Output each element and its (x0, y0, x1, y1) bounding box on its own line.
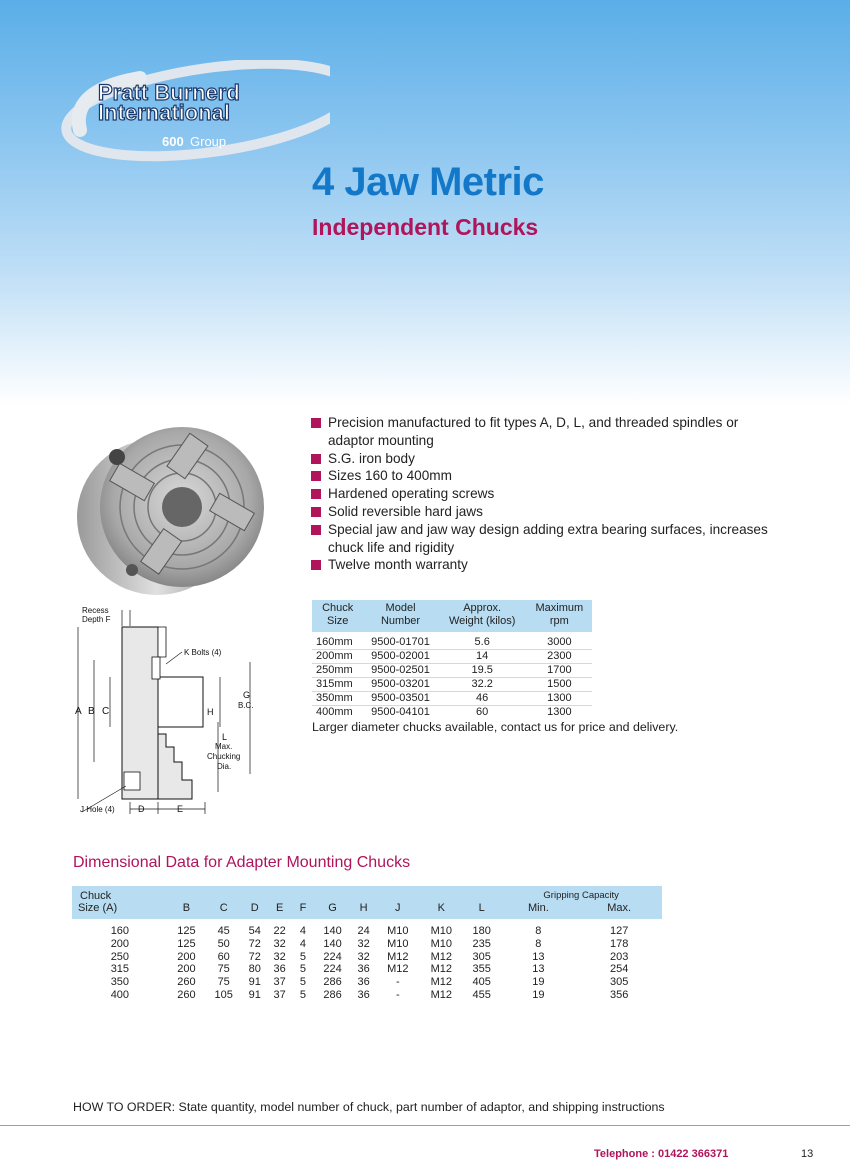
cell: 235 (472, 937, 491, 950)
cell: 60 (217, 950, 230, 963)
cell: 455 (472, 988, 491, 1001)
cell: 36 (273, 963, 286, 976)
cell: 250 (110, 950, 130, 963)
telephone: Telephone : 01422 366371 (594, 1148, 729, 1160)
feature-item: Precision manufactured to fit types A, D, L, and threaded spindles or adaptor mounting (311, 414, 781, 450)
page-title: 4 Jaw Metric (312, 160, 544, 204)
cell: M12 (430, 950, 452, 963)
logo-line1: Pratt Burnerd (98, 80, 240, 105)
cell: 315 (110, 963, 130, 976)
cell: 8 (535, 937, 542, 950)
cell: 4 (299, 937, 307, 950)
header-chuck: Chuck (72, 886, 168, 902)
cell: - (395, 976, 400, 989)
table-row (312, 678, 592, 692)
cell: 22 (273, 925, 286, 937)
header-col: F (292, 902, 314, 919)
table-row (72, 938, 662, 951)
header-gripping-capacity: Gripping Capacity (500, 886, 662, 902)
cell: 45 (217, 925, 230, 937)
cell: 19.5 (438, 664, 527, 678)
diagram-recess-label: Recess (82, 606, 109, 615)
header-weight: Approx. Weight (kilos) (438, 600, 527, 632)
diagram-jhole-label: J Hole (4) (80, 805, 115, 814)
cell: - (395, 988, 400, 1001)
cell: 355 (472, 963, 491, 976)
dimensional-header-row-2 (72, 902, 662, 919)
cell: M10 (387, 937, 409, 950)
cell: 72 (248, 937, 261, 950)
footer-divider (0, 1125, 850, 1126)
cell: 2300 (527, 650, 592, 664)
table-row (72, 989, 662, 1002)
page-number: 13 (801, 1148, 814, 1160)
cell: 180 (472, 925, 491, 937)
feature-item: Special jaw and jaw way design adding extra bearing surfaces, increases chuck life and rigidity (311, 521, 781, 557)
cell: 160mm (316, 636, 353, 648)
cell: 5 (299, 950, 307, 963)
cell: 140 (323, 937, 342, 950)
table-row (72, 951, 662, 964)
feature-item: Hardened operating screws (311, 485, 781, 503)
model-table (312, 600, 592, 719)
header-col: J (376, 902, 419, 919)
cell: 3000 (547, 636, 572, 648)
logo-line2: International (98, 100, 231, 125)
diagram-c-label: C (102, 706, 110, 717)
table-row (312, 632, 592, 650)
feature-list (311, 414, 781, 574)
feature-item: Twelve month warranty (311, 556, 781, 574)
cell: 356 (610, 988, 629, 1001)
header-col: B (168, 902, 205, 919)
feature-item: Sizes 160 to 400mm (311, 467, 781, 485)
cell: 250mm (312, 664, 363, 678)
logo-group-number: 600 (162, 134, 184, 149)
diagram-dia-label: Dia. (217, 762, 232, 771)
cell: M12 (430, 976, 452, 989)
cell: 9500-03501 (363, 692, 437, 706)
header-max-rpm: Maximum rpm (527, 600, 592, 632)
cell: 24 (357, 925, 370, 937)
cell: 260 (177, 988, 196, 1001)
pratt-burnerd-logo (60, 60, 330, 175)
cell: 105 (214, 988, 233, 1001)
availability-note: Larger diameter chucks available, contact us for price and delivery. (312, 720, 679, 734)
diagram-bc-label: B.C. (238, 701, 254, 710)
cell: 9500-02501 (363, 664, 437, 678)
cell: 80 (248, 963, 261, 976)
cell: 32 (357, 950, 370, 963)
cell: 260 (177, 976, 196, 989)
header-col: C (205, 902, 242, 919)
header-col: H (351, 902, 376, 919)
cell: M12 (387, 950, 409, 963)
cell: 200 (110, 937, 130, 950)
cell: 350mm (312, 692, 363, 706)
cell: 54 (248, 925, 261, 937)
cell: 125 (177, 925, 196, 937)
cell: 32.2 (438, 678, 527, 692)
cell: 405 (472, 976, 491, 989)
cell: 1500 (527, 678, 592, 692)
header-col: G (314, 902, 351, 919)
cell: M12 (430, 988, 452, 1001)
cell: 305 (610, 976, 629, 989)
diagram-kbolts-label: K Bolts (4) (184, 648, 222, 657)
cell: 315mm (312, 678, 363, 692)
chuck-dimension-diagram (70, 602, 270, 820)
cell: 13 (532, 950, 545, 963)
cell: 91 (248, 976, 261, 989)
diagram-a-label: A (75, 706, 82, 717)
cell: 178 (610, 937, 629, 950)
cell: 286 (323, 988, 342, 1001)
cell: 46 (438, 692, 527, 706)
cell: M10 (430, 925, 452, 937)
header-col: Min. (500, 902, 576, 919)
cell: 75 (217, 976, 230, 989)
header-col: L (463, 902, 500, 919)
dimensional-header-row-1 (72, 886, 662, 902)
cell: 13 (532, 963, 545, 976)
cell: 125 (177, 937, 196, 950)
cell: 1300 (527, 692, 592, 706)
table-row (312, 692, 592, 706)
cell: 286 (323, 976, 342, 989)
cell: 400mm (312, 706, 363, 720)
cell: 200 (177, 963, 196, 976)
cell: 5.6 (474, 636, 490, 648)
logo-group-text: Group (190, 134, 227, 149)
cell: 140 (323, 925, 342, 937)
cell: 5 (299, 988, 307, 1001)
chuck-photo (72, 412, 272, 602)
diagram-e-label: E (177, 804, 184, 814)
header-size-a: Size (A) (72, 902, 168, 919)
cell: 19 (532, 976, 545, 989)
cell: M12 (430, 963, 452, 976)
cell: 9500-02001 (363, 650, 437, 664)
cell: M10 (430, 937, 452, 950)
cell: 36 (357, 963, 370, 976)
diagram-chucking-label: Chucking (207, 752, 241, 761)
header-col: K (420, 902, 463, 919)
cell: 37 (273, 988, 286, 1001)
header-col: E (267, 902, 292, 919)
cell: 254 (610, 963, 629, 976)
dimensional-table (72, 886, 662, 1002)
cell: M12 (387, 963, 409, 976)
cell: 1300 (527, 706, 592, 720)
diagram-d-label: D (138, 804, 145, 814)
diagram-h-label: H (207, 707, 214, 717)
cell: 9500-03201 (363, 678, 437, 692)
cell: 32 (357, 937, 370, 950)
cell: 160 (110, 925, 130, 937)
diagram-g-label: G (243, 690, 251, 700)
feature-item: Solid reversible hard jaws (311, 503, 781, 521)
dimensional-table-body (72, 919, 662, 1002)
diagram-depth-label: Depth F (82, 615, 111, 624)
cell: 91 (248, 988, 261, 1001)
cell: 37 (273, 976, 286, 989)
header-col: Max. (576, 902, 662, 919)
model-table-header (312, 600, 592, 632)
cell: 8 (535, 925, 542, 937)
cell: 4 (299, 925, 307, 937)
cell: 200 (177, 950, 196, 963)
header-chuck-size: Chuck Size (312, 600, 363, 632)
diagram-max-label: Max. (215, 742, 233, 751)
cell: 36 (357, 976, 370, 989)
cell: 9500-04101 (363, 706, 437, 720)
dimensional-data-title: Dimensional Data for Adapter Mounting Chucks (73, 854, 411, 871)
how-to-order: HOW TO ORDER: State quantity, model number of chuck, part number of adaptor, and shipping instructions (73, 1100, 665, 1114)
table-row (312, 650, 592, 664)
cell: 32 (273, 950, 286, 963)
table-row (312, 706, 592, 720)
header-col: D (242, 902, 267, 919)
cell: 36 (357, 988, 370, 1001)
cell: M10 (387, 925, 409, 937)
feature-item: S.G. iron body (311, 450, 781, 468)
diagram-l-label: L (222, 732, 228, 742)
cell: 72 (248, 950, 261, 963)
table-row (72, 963, 662, 976)
cell: 32 (273, 937, 286, 950)
diagram-b-label: B (88, 706, 95, 717)
header-model-number: Model Number (363, 600, 437, 632)
cell: 203 (610, 950, 629, 963)
cell: 350 (110, 976, 130, 989)
cell: 50 (217, 937, 230, 950)
page-subtitle: Independent Chucks (312, 214, 539, 240)
cell: 224 (323, 950, 342, 963)
cell: 5 (299, 963, 307, 976)
cell: 9500-01701 (371, 636, 430, 648)
cell: 200mm (312, 650, 363, 664)
cell: 400 (110, 988, 130, 1001)
cell: 127 (610, 925, 629, 937)
cell: 224 (323, 963, 342, 976)
cell: 14 (438, 650, 527, 664)
table-row (72, 976, 662, 989)
table-row (312, 664, 592, 678)
cell: 5 (299, 976, 307, 989)
table-row (72, 919, 662, 938)
cell: 1700 (527, 664, 592, 678)
cell: 60 (438, 706, 527, 720)
cell: 305 (472, 950, 491, 963)
cell: 75 (217, 963, 230, 976)
cell: 19 (532, 988, 545, 1001)
